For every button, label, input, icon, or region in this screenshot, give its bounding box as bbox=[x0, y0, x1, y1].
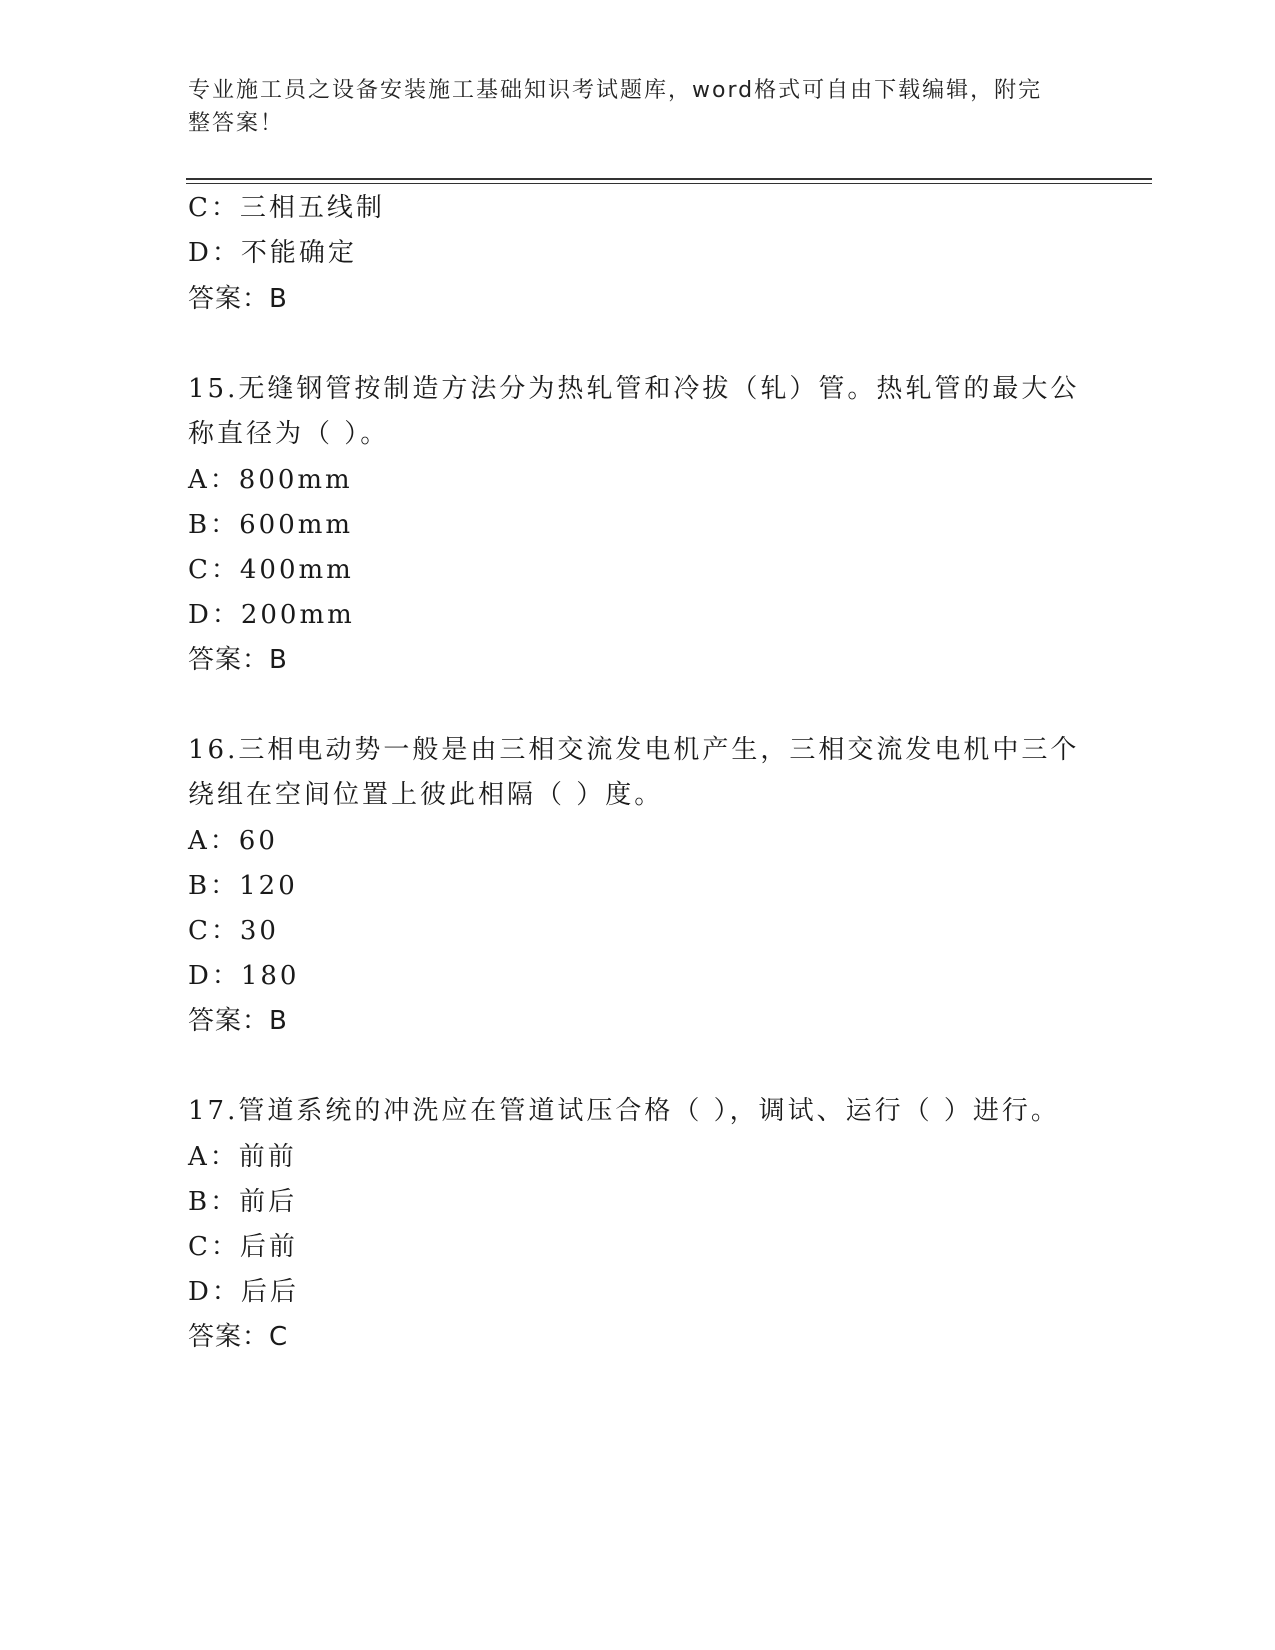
q16-option-b: B：120 bbox=[188, 871, 298, 901]
question-16-text: 16.三相电动势一般是由三相交流发电机产生，三相交流发电机中三个 bbox=[188, 735, 1080, 765]
q16-answer: 答案：B bbox=[188, 1006, 288, 1036]
q15-option-d: D：200mm bbox=[188, 600, 355, 630]
q17-option-a: A：前前 bbox=[188, 1142, 297, 1172]
q16-option-d: D：180 bbox=[188, 961, 300, 991]
q15-option-c: C：400mm bbox=[188, 555, 354, 585]
q17-answer: 答案：C bbox=[188, 1322, 289, 1352]
header-divider bbox=[186, 178, 1152, 180]
q17-option-b: B：前后 bbox=[188, 1187, 298, 1217]
option-d: D：不能确定 bbox=[188, 238, 357, 268]
document-header bbox=[188, 74, 1068, 140]
header-divider-thin bbox=[186, 183, 1152, 184]
q15-option-b: B：600mm bbox=[188, 510, 354, 540]
q15-answer: 答案：B bbox=[188, 645, 288, 675]
q17-option-c: C：后前 bbox=[188, 1232, 298, 1262]
answer: 答案：B bbox=[188, 284, 288, 314]
q15-option-a: A：800mm bbox=[188, 465, 353, 495]
q16-option-c: C：30 bbox=[188, 916, 279, 946]
question-16-text-cont: 绕组在空间位置上彼此相隔（ ）度。 bbox=[188, 780, 664, 810]
q17-option-d: D：后后 bbox=[188, 1277, 299, 1307]
header-line-2: 整答案！ bbox=[188, 111, 285, 136]
question-17-text: 17.管道系统的冲洗应在管道试压合格（ ），调试、运行（ ）进行。 bbox=[188, 1096, 1060, 1126]
header-line-1: 专业施工员之设备安装施工基础知识考试题库，word格式可自由下载编辑，附完 bbox=[188, 78, 1043, 103]
question-15-text-cont: 称直径为（ ）。 bbox=[188, 419, 390, 449]
q16-option-a: A：60 bbox=[188, 826, 278, 856]
question-15-text: 15.无缝钢管按制造方法分为热轧管和冷拔（轧）管。热轧管的最大公 bbox=[188, 374, 1080, 404]
option-c: C：三相五线制 bbox=[188, 193, 385, 223]
